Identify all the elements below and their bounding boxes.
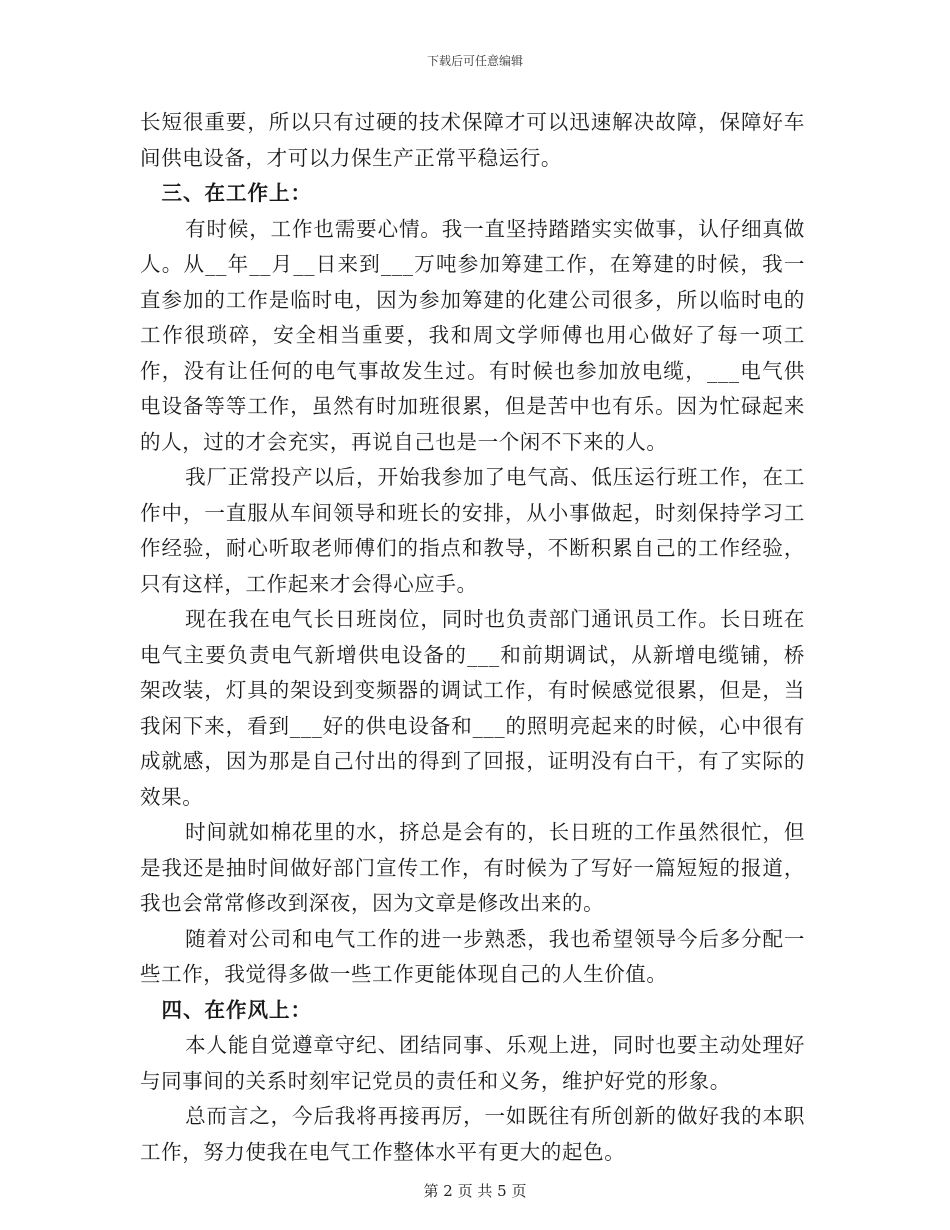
paragraph: 我厂正常投产以后，开始我参加了电气高、低压运行班工作，在工作中，一直服从车间领导和班长的安排，从小事做起，时刻保持学习工作经验，耐心听取老师傅们的指点和教导，不断积累自己的工作经验，只有这样，工作起来才会得心应手。 — [140, 465, 805, 596]
page-number: 第 2 页 共 5 页 — [423, 1182, 527, 1200]
document-body — [140, 105, 805, 1170]
paragraph-continuation: 长短很重要，所以只有过硬的技术保障才可以迅速解决故障，保障好车间供电设备，才可以力保生产正常平稳运行。 — [140, 110, 805, 170]
paragraph: 时间就如棉花里的水，挤总是会有的，长日班的工作虽然很忙，但是我还是抽时间做好部门宣传工作，有时候为了写好一篇短短的报道，我也会常常修改到深夜，因为文章是修改出来的。 — [140, 820, 805, 915]
paragraph: 有时候，工作也需要心情。我一直坚持踏踏实实做事，认仔细真做人。从__年__月__日来到___万吨参加筹建工作，在筹建的时候，我一直参加的工作是临时电，因为参加筹建的化建公司很多，所以临时电的工作很琐碎，安全相当重要，我和周文学师傅也用心做好了每一项工作，没有让任何的电气事故发生过。有时候也参加放电缆，___电气供电设备等等工作，虽然有时加班很累，但是苦中也有乐。因为忙碌起来的人，过的才会充实，再说自己也是一个闲不下来的人。 — [140, 216, 805, 454]
paragraph: 本人能自觉遵章守纪、团结同事、乐观上进，同时也要主动处理好与同事间的关系时刻牢记党员的责任和义务，维护好党的形象。 — [140, 1033, 805, 1093]
page-header: 下载后可任意编辑 — [426, 54, 523, 68]
section-heading-work: 三、在工作上： — [161, 181, 313, 205]
paragraph: 随着对公司和电气工作的进一步熟悉，我也希望领导今后多分配一些工作，我觉得多做一些工作更能体现自己的人生价值。 — [140, 926, 805, 986]
paragraph: 现在我在电气长日班岗位，同时也负责部门通讯员工作。长日班在电气主要负责电气新增供电设备的___和前期调试，从新增电缆铺，桥架改装，灯具的架设到变频器的调试工作，有时候感觉很累，但是，当我闲下来，看到___好的供电设备和___的照明亮起来的时候，心中很有成就感，因为那是自己付出的得到了回报，证明没有白干，有了实际的效果。 — [140, 607, 805, 809]
paragraph: 总而言之，今后我将再接再厉，一如既往有所创新的做好我的本职工作，努力使我在电气工作整体水平有更大的起色。 — [140, 1104, 805, 1164]
section-heading-style: 四、在作风上： — [161, 997, 313, 1022]
